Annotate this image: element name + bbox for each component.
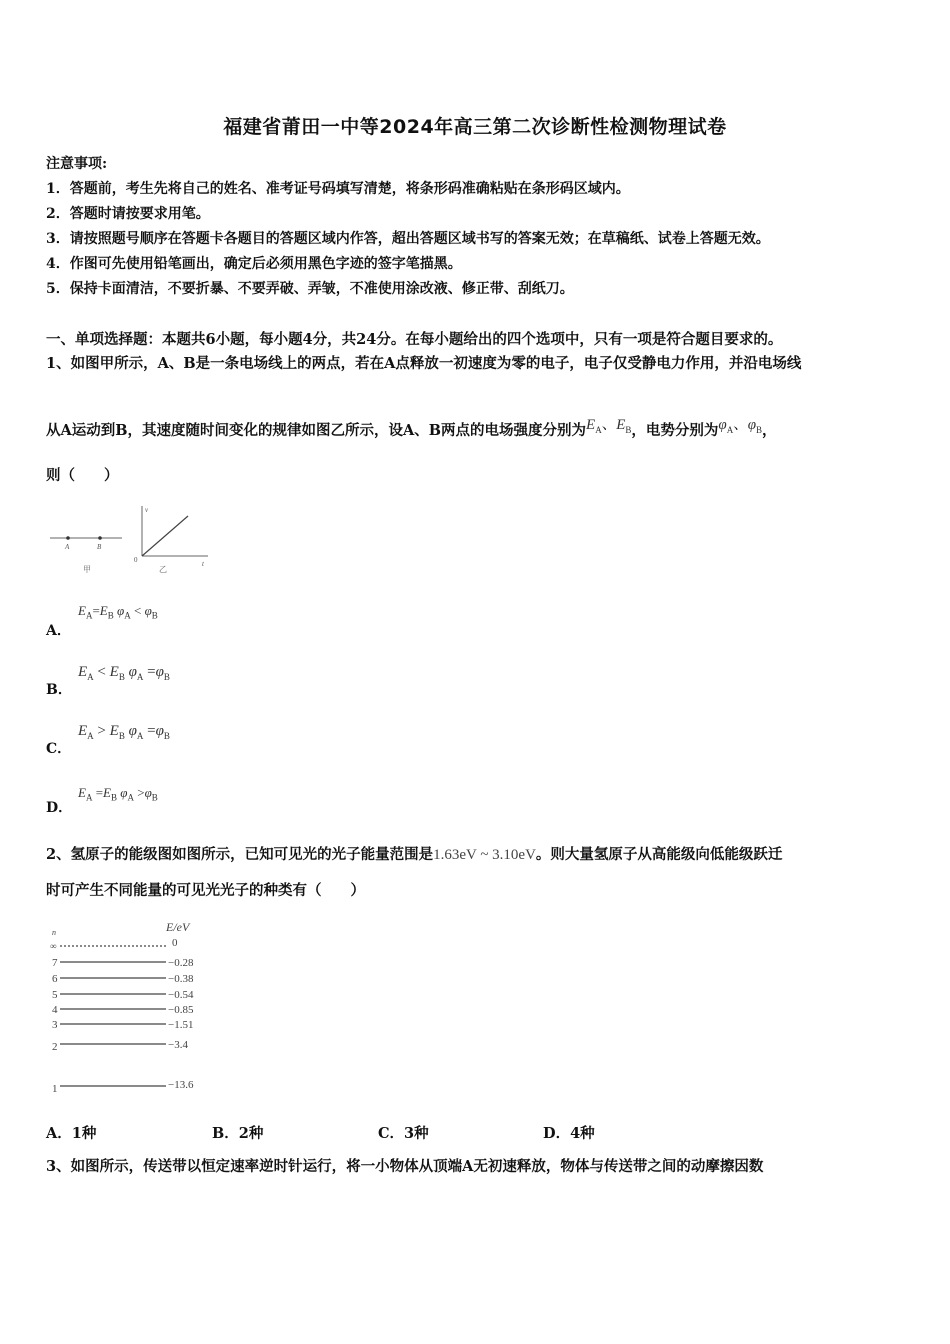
q1-option-c-letter[interactable]: C． — [46, 741, 72, 757]
q1-line-2-text-a: 从A运动到B，其速度随时间变化的规律如图乙所示，设A、B两点的电场强度分别为 — [46, 422, 587, 439]
q1-line-2-text-b: ，电势分别为 — [631, 422, 719, 439]
q1-option-b-letter[interactable]: B． — [46, 682, 72, 698]
level-n-1: 1 — [52, 1083, 58, 1095]
level-e-1: −13.6 — [168, 1079, 194, 1091]
page-title: 福建省莆田一中等2024年高三第二次诊断性检测物理试卷 — [223, 116, 727, 138]
level-e-4: −0.85 — [168, 1004, 194, 1016]
q1-symbol-eb: $E_B$ — [616, 417, 632, 435]
q1-line-2: 从A运动到B，其速度随时间变化的规律如图乙所示，设A、B两点的电场强度分别为$E_A$、$E_B$，电势分别为$\varphi_A$、$\varphi_B$， — [46, 417, 777, 439]
origin-label: 0 — [134, 556, 138, 564]
q2-energy-range: 1.63eV ~ 3.10eV — [433, 847, 536, 863]
q1-option-d-letter[interactable]: D． — [46, 800, 73, 816]
notice-item-2: 2．答题时请按要求用笔。 — [46, 206, 210, 222]
level-n-3: 3 — [52, 1019, 58, 1031]
caption-yi: 乙 — [159, 565, 167, 574]
notice-item-5: 5．保持卡面清洁，不要折暴、不要弄破、弄皱，不准使用涂改液、修正带、刮纸刀。 — [46, 281, 574, 297]
q2-option-d[interactable]: D．4种 — [543, 1125, 595, 1142]
level-n-6: 6 — [52, 973, 58, 985]
label-a: A — [65, 543, 70, 551]
q2-energy-level-diagram — [48, 916, 208, 1096]
q2-option-b[interactable]: B．2种 — [212, 1125, 264, 1142]
v-t-line — [142, 516, 188, 556]
axis-t-label: t — [202, 560, 204, 568]
q2-line-2: 时可产生不同能量的可见光光子的种类有（ ） — [46, 882, 365, 899]
q1-line-1: 1、如图甲所示，A、B是一条电场线上的两点，若在A点释放一初速度为零的电子，电子仅受静电力作用，并沿电场线 — [46, 355, 802, 372]
level-e-inf: 0 — [172, 937, 178, 949]
caption-jia: 甲 — [83, 565, 91, 574]
notice-item-4: 4．作图可先使用铅笔画出，确定后必须用黑色字迹的签字笔描黑。 — [46, 256, 462, 272]
q1-option-c-expr[interactable]: $E_A > E_B$ $\varphi_A =\varphi_B$ — [78, 723, 170, 741]
level-e-5: −0.54 — [168, 989, 194, 1001]
level-n-4: 4 — [52, 1004, 58, 1016]
axis-v-label: v — [145, 506, 149, 514]
point-a — [66, 536, 70, 540]
q1-figure-jia — [48, 522, 124, 578]
label-b: B — [97, 543, 102, 551]
level-n-2: 2 — [52, 1041, 58, 1053]
n-axis-label: n — [52, 928, 56, 937]
notice-item-1: 1．答题前，考生先将自己的姓名、准考证号码填写清楚，将条形码准确粘贴在条形码区域内。 — [46, 181, 630, 197]
q2-line-1: 2、氢原子的能级图如图所示，已知可见光的光子能量范围是1.63eV ~ 3.10eV。则大量氢原子从高能级向低能级跃迁 — [46, 846, 783, 863]
q2-option-c[interactable]: C．3种 — [378, 1125, 429, 1142]
level-e-6: −0.38 — [168, 973, 194, 985]
q1-option-a-expr[interactable]: $E_A=E_B$ $\varphi_A < \varphi_B$ — [78, 603, 158, 621]
notice-heading: 注意事项: — [46, 156, 108, 172]
section-1-heading: 一、单项选择题：本题共6小题，每小题4分，共24分。在每小题给出的四个选项中，只有一项是符合题目要求的。 — [46, 331, 783, 348]
q1-option-a-letter[interactable]: A． — [46, 623, 71, 639]
q1-symbol-phib: $\varphi_B$ — [747, 417, 763, 435]
q1-symbol-phia: $\varphi_A$ — [718, 417, 734, 435]
level-n-5: 5 — [52, 989, 58, 1001]
q1-line-2-text-c: ， — [762, 422, 777, 439]
level-e-7: −0.28 — [168, 957, 194, 969]
q1-option-b-expr[interactable]: $E_A < E_B$ $\varphi_A =\varphi_B$ — [78, 664, 170, 682]
level-e-3: −1.51 — [168, 1019, 194, 1031]
point-b — [98, 536, 102, 540]
level-e-2: −3.4 — [168, 1039, 188, 1051]
q1-symbol-ea: $E_A$ — [586, 417, 602, 435]
level-n-inf: ∞ — [50, 941, 57, 951]
q1-figure-yi — [128, 500, 212, 576]
level-n-7: 7 — [52, 957, 58, 969]
e-axis-label: E/eV — [166, 920, 190, 934]
notice-item-3: 3．请按照题号顺序在答题卡各题目的答题区域内作答，超出答题区域书写的答案无效；在草稿纸、试卷上答题无效。 — [46, 231, 770, 247]
q1-line-3: 则（ ） — [46, 467, 119, 484]
q2-option-a[interactable]: A．1种 — [46, 1125, 97, 1142]
q3-line-1: 3、如图所示，传送带以恒定速率逆时针运行，将一小物体从顶端A无初速释放，物体与传送带之间的动摩擦因数 — [46, 1158, 764, 1175]
q1-option-d-expr[interactable]: $E_A =E_B$ $\varphi_A >\varphi_B$ — [78, 785, 158, 803]
